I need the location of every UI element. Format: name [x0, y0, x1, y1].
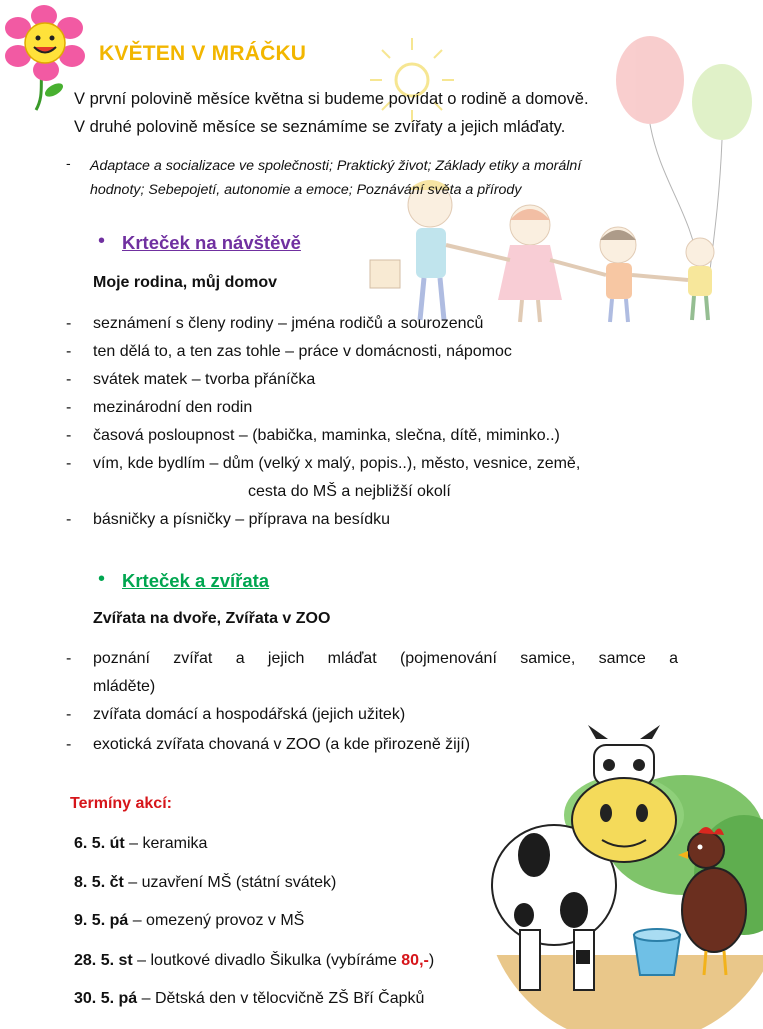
list-dash: - [66, 706, 72, 723]
event-date: 8. 5. čt [74, 874, 124, 891]
list-dash: - [66, 427, 72, 444]
event-sep: – [123, 874, 142, 891]
event-item [74, 952, 434, 970]
goals-line-1: Adaptace a socializace ve společnosti; Praktický život; Základy etiky a morální [90, 158, 582, 174]
event-item [74, 874, 336, 892]
list-item: mezinárodní den rodin [93, 399, 253, 416]
event-date: 30. 5. pá [74, 990, 138, 1007]
list-item: zvířata domácí a hospodářská (jejich užitek) [93, 706, 406, 723]
event-sep: – [128, 912, 147, 929]
event-text: loutkové divadlo Šikulka (vybíráme [150, 952, 402, 969]
list-dash: - [66, 371, 72, 388]
cow-chicken-illustration-icon [484, 725, 763, 1029]
list-dash: - [66, 399, 72, 416]
event-item [74, 835, 207, 853]
intro-line-2: V druhé polovině měsíce se seznámíme se zvířaty a jejich mláďaty. [74, 118, 566, 136]
list-item: básničky a písničky – příprava na besídku [93, 511, 391, 528]
list-item-continuation: cesta do MŠ a nejbližší okolí [248, 483, 451, 500]
events-heading: Termíny akcí: [70, 795, 172, 812]
list-item: poznání zvířat a jejich mláďat (pojmenování samice, samce a [93, 650, 678, 667]
goals-dash: - [66, 155, 71, 171]
section1-subheading: Moje rodina, můj domov [93, 274, 278, 291]
list-dash: - [66, 343, 72, 360]
section2-bullet: • [98, 568, 106, 590]
list-dash: - [66, 736, 72, 753]
event-text: uzavření MŠ (státní svátek) [141, 874, 337, 891]
list-dash: - [66, 650, 72, 667]
list-item: seznámení s členy rodiny – jména rodičů a sourozenců [93, 315, 484, 332]
section2-subheading: Zvířata na dvoře, Zvířata v ZOO [93, 610, 331, 627]
section1-bullet: • [98, 230, 106, 252]
event-item [74, 912, 304, 930]
event-price: 80,- [401, 952, 429, 969]
list-item: exotická zvířata chovaná v ZOO (a kde přirozeně žijí) [93, 736, 471, 753]
event-date: 9. 5. pá [74, 912, 129, 929]
list-item: časová posloupnost – (babička, maminka, slečna, dítě, miminko..) [93, 427, 560, 444]
list-item-continuation: mláděte) [93, 678, 156, 695]
event-sep: – [132, 952, 151, 969]
list-dash: - [66, 511, 72, 528]
event-text: Dětská den v tělocvičně ZŠ Bří Čapků [154, 990, 425, 1007]
list-dash: - [66, 455, 72, 472]
list-item: ten dělá to, a ten zas tohle – práce v domácnosti, nápomoc [93, 343, 512, 360]
list-dash: - [66, 315, 72, 332]
goals-line-2: hodnoty; Sebepojetí, autonomie a emoce; Poznávání světa a přírody [90, 182, 522, 198]
event-sep: – [137, 990, 155, 1007]
page-title: KVĚTEN V MRÁČKU [99, 42, 307, 65]
event-tail: ) [428, 952, 435, 969]
event-date: 6. 5. út [74, 835, 125, 852]
event-text: omezený provoz v MŠ [146, 912, 305, 929]
list-item: vím, kde bydlím – dům (velký x malý, popis..), město, vesnice, země, [93, 455, 581, 472]
event-date: 28. 5. st [74, 952, 133, 969]
section1-heading: Krteček na návštěvě [122, 232, 301, 253]
section2-heading: Krteček a zvířata [122, 570, 270, 591]
event-item [74, 990, 424, 1008]
event-sep: – [124, 835, 143, 852]
intro-line-1: V první polovině měsíce května si budeme povídat o rodině a domově. [74, 90, 589, 108]
event-text: keramika [142, 835, 208, 852]
list-item: svátek matek – tvorba přáníčka [93, 371, 316, 388]
